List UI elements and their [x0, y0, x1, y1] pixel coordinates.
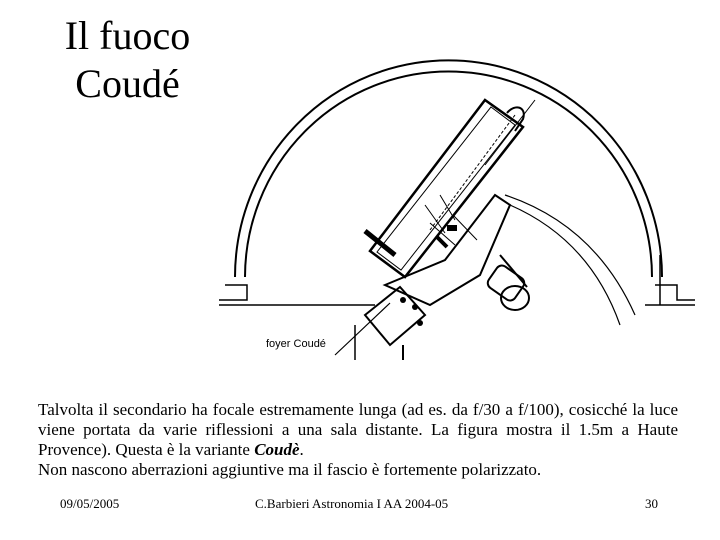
telescope-drawing	[215, 55, 695, 360]
sweep-lines	[505, 195, 635, 325]
slide-title-line-2: Coudé	[75, 61, 180, 106]
dome-base-left	[219, 285, 247, 300]
coude-telescope-diagram	[215, 55, 695, 360]
body-paragraph-2: Non nascono aberrazioni aggiuntive ma il fascio è fortemente polarizzato.	[38, 460, 542, 479]
slide-title-line-1: Il fuoco	[64, 13, 191, 58]
slide-title	[30, 12, 225, 108]
footer-date: 09/05/2005	[60, 496, 120, 511]
dome-base-right	[655, 285, 695, 300]
footer-page-number: 30	[645, 496, 658, 511]
coude-train	[365, 287, 425, 345]
figure-caption-foyer-coude: foyer Coudé	[266, 338, 326, 350]
footer-author: C.Barbieri Astronomia I AA 2004-05	[255, 496, 449, 511]
body-paragraph-1-text: Talvolta il secondario ha focale estremamente lunga (ad es. da f/30 a f/100), cosicché la luce viene portata da varie riflessioni a una sala distante. La figura mostra il 1.5m a Haute Provence). Questa è la variante	[38, 400, 678, 459]
body-paragraph-1	[38, 400, 678, 460]
slide-body	[38, 400, 678, 480]
dome-inner-arc	[245, 72, 652, 277]
coude-emphasis: Coudè	[254, 440, 300, 459]
dome-outer-arc	[235, 60, 662, 277]
body-paragraph-1-end: .	[299, 440, 304, 459]
polar-axis-hub	[485, 263, 526, 303]
